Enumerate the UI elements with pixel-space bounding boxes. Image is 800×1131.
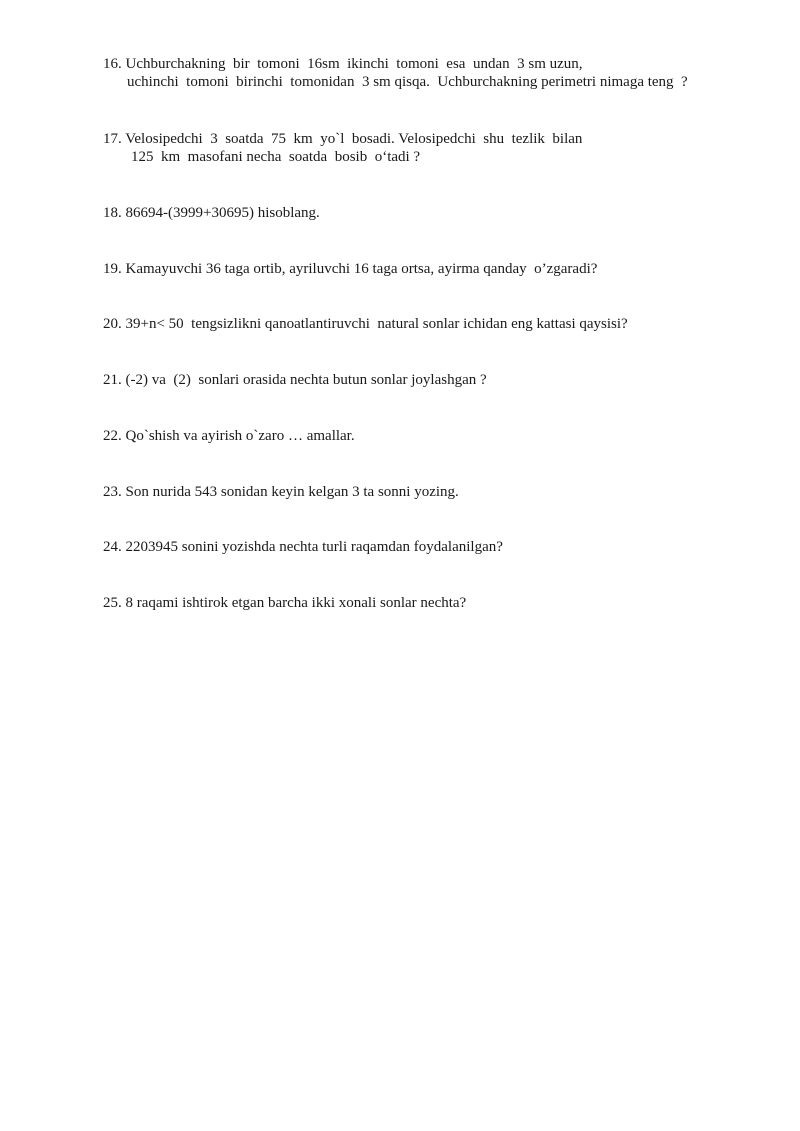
question-line [103, 260, 597, 278]
question-text: 86694-(3999+30695) hisoblang. [125, 205, 320, 221]
question-text: (-2) va (2) sonlari orasida nechta butun sonlar joylashgan ? [125, 372, 487, 388]
question-line [103, 427, 355, 445]
question-number: 17. [103, 131, 122, 147]
question-number: 21. [103, 372, 122, 388]
question-text-continued: uchinchi tomoni birinchi tomonidan 3 sm qisqa. Uchburchakning perimetri nimaga teng ? [127, 74, 688, 90]
question-line [103, 204, 320, 222]
question-text: 2203945 sonini yozishda nechta turli raqamdan foydalanilgan? [125, 539, 503, 555]
question-line [103, 55, 688, 73]
question-number: 20. [103, 316, 122, 332]
question-16 [103, 55, 688, 91]
question-text: 39+n< 50 tengsizlikni qanoatlantiruvchi natural sonlar ichidan eng kattasi qaysisi? [125, 316, 628, 332]
question-text: Son nurida 543 sonidan keyin kelgan 3 ta sonni yozing. [125, 484, 459, 500]
question-text: 8 raqami ishtirok etgan barcha ikki xonali sonlar nechta? [125, 595, 467, 611]
question-21 [103, 371, 487, 389]
question-22 [103, 427, 355, 445]
question-line [103, 483, 459, 501]
question-text: Uchburchakning bir tomoni 16sm ikinchi tomoni esa undan 3 sm uzun, [125, 56, 583, 72]
question-number: 24. [103, 539, 122, 555]
question-number: 16. [103, 56, 122, 72]
question-23 [103, 483, 459, 501]
question-line [103, 594, 466, 612]
question-25 [103, 594, 466, 612]
question-24 [103, 538, 503, 556]
question-number: 23. [103, 484, 122, 500]
question-17 [103, 130, 582, 166]
question-18 [103, 204, 320, 222]
question-number: 25. [103, 595, 122, 611]
question-line [103, 130, 582, 148]
question-number: 19. [103, 261, 122, 277]
question-line [103, 538, 503, 556]
question-number: 18. [103, 205, 122, 221]
question-text-continued: 125 km masofani necha soatda bosib o‘tadi ? [131, 149, 421, 165]
question-line [103, 315, 628, 333]
question-number: 22. [103, 428, 122, 444]
question-text: Kamayuvchi 36 taga ortib, ayriluvchi 16 taga ortsa, ayirma qanday o’zgaradi? [125, 261, 598, 277]
question-20 [103, 315, 628, 333]
question-text: Qo`shish va ayirish o`zaro … amallar. [125, 428, 355, 444]
question-19 [103, 260, 597, 278]
question-text: Velosipedchi 3 soatda 75 km yo`l bosadi. Velosipedchi shu tezlik bilan [125, 131, 583, 147]
question-line [103, 371, 487, 389]
